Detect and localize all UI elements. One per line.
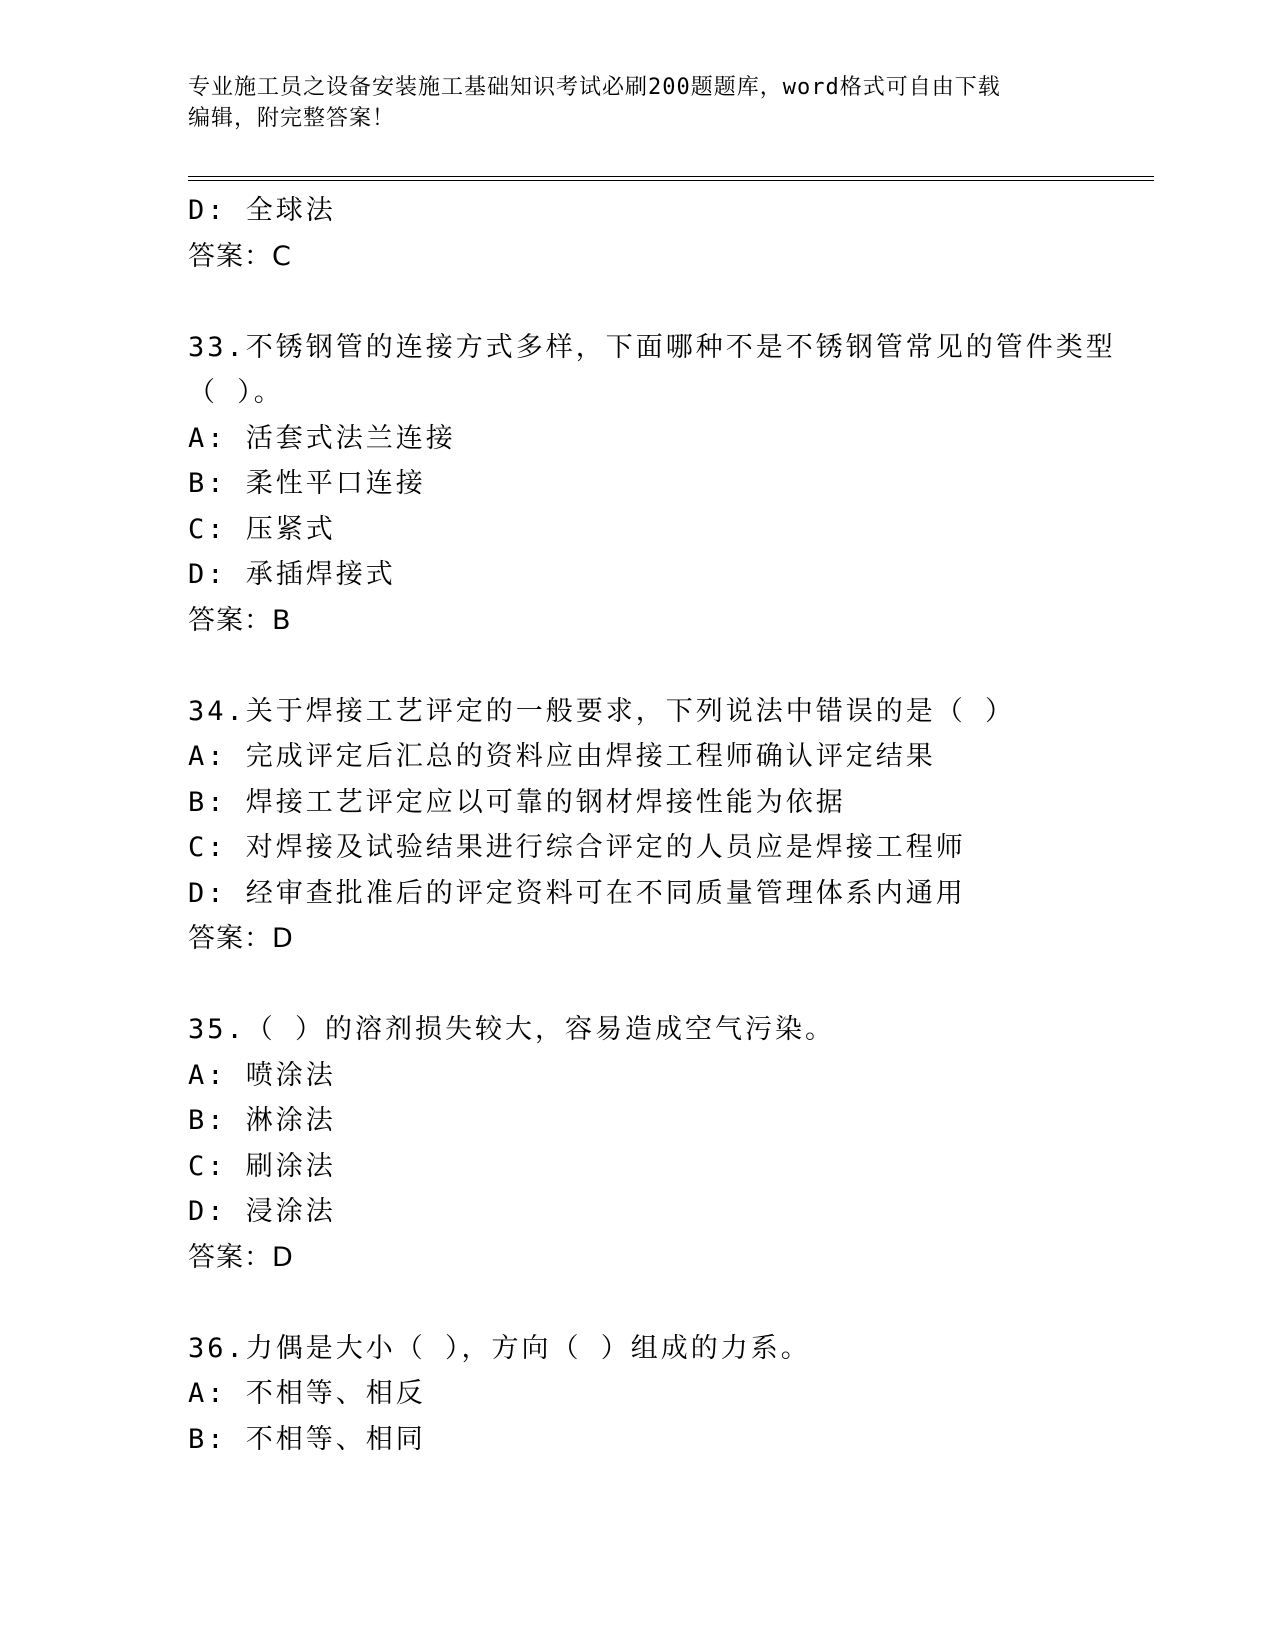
option-b: B: 淋涂法 [188, 1105, 336, 1136]
answer-line: 答案：C [188, 240, 292, 272]
option-b: B: 柔性平口连接 [188, 468, 426, 499]
option-b: B: 焊接工艺评定应以可靠的钢材焊接性能为依据 [188, 786, 846, 818]
spacer [188, 279, 1148, 325]
question-list [188, 188, 1148, 1462]
header-divider [188, 176, 1154, 181]
spacer [188, 1280, 1148, 1326]
option-a: A: 完成评定后汇总的资料应由焊接工程师确认评定结果 [188, 741, 936, 772]
question-stem: 33.不锈钢管的连接方式多样，下面哪种不是不锈钢管常见的管件类型 [188, 331, 1116, 363]
option-a: A: 活套式法兰连接 [188, 422, 456, 454]
spacer [188, 962, 1148, 1008]
spacer [188, 643, 1148, 689]
option-c: C: 刷涂法 [188, 1150, 336, 1182]
answer-line: 答案：B [188, 604, 292, 636]
header-title-line1: 专业施工员之设备安装施工基础知识考试必刷200题题库，word格式可自由下载 [188, 75, 1001, 100]
question-stem: 34.关于焊接工艺评定的一般要求，下列说法中错误的是（ ） [188, 695, 1016, 727]
question-34 [188, 689, 1148, 962]
option-d: D: 浸涂法 [188, 1196, 336, 1227]
question-stem-continuation: （ ）。 [188, 377, 284, 408]
option-a: A: 不相等、相反 [188, 1378, 426, 1409]
question-33 [188, 325, 1148, 644]
option-d: D: 全球法 [188, 195, 336, 226]
option-b: B: 不相等、相同 [188, 1423, 426, 1455]
question-36 [188, 1326, 1148, 1463]
answer-line: 答案：D [188, 1241, 294, 1273]
answer-line: 答案：D [188, 923, 294, 954]
question-stem: 35.（ ）的溶剂损失较大，容易造成空气污染。 [188, 1014, 836, 1045]
option-d: D: 承插焊接式 [188, 559, 396, 590]
question-stem: 36.力偶是大小（ ），方向（ ）组成的力系。 [188, 1332, 811, 1364]
option-c: C: 压紧式 [188, 513, 336, 545]
option-d: D: 经审查批准后的评定资料可在不同质量管理体系内通用 [188, 877, 966, 909]
page-header [188, 72, 1088, 134]
header-title-line2: 编辑，附完整答案！ [188, 106, 396, 131]
question-35 [188, 1007, 1148, 1280]
option-c: C: 对焊接及试验结果进行综合评定的人员应是焊接工程师 [188, 832, 966, 863]
option-a: A: 喷涂法 [188, 1059, 336, 1091]
previous-question-tail [188, 188, 1148, 279]
